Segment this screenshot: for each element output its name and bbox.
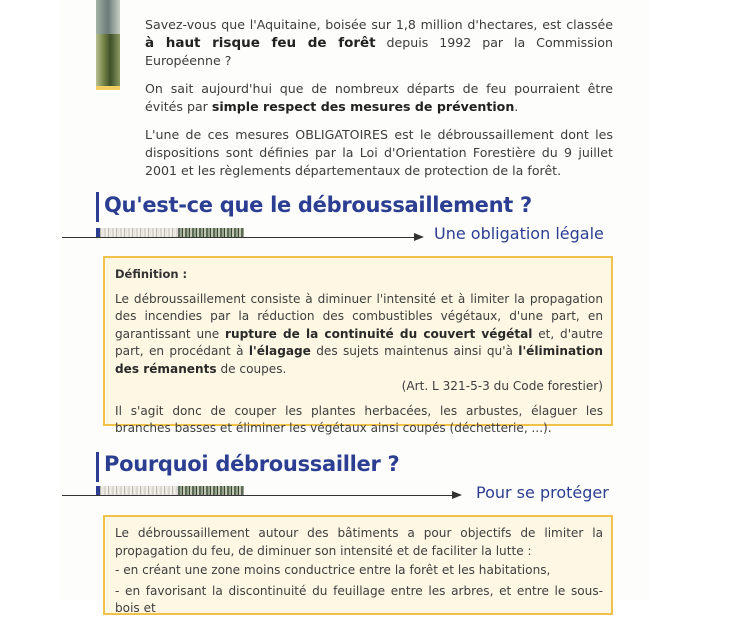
section-title-why: Pourquoi débroussailler ? [104,452,400,476]
arrow-right-icon [452,491,462,499]
intro-paragraph-1: Savez-vous que l'Aquitaine, boisée sur 1,8 million d'hectares, est classée à haut risque feu de forêt depuis 1992 par la Commission Européenne ? [145,17,613,68]
intro-paragraph-2: On sait aujourd'hui que de nombreux départs de feu pourraient être évités par simple respect des mesures de prévention. [145,81,613,114]
section-title-definition: Qu'est-ce que le débroussaillement ? [104,193,532,217]
intro-text [145,16,613,190]
section-title-accent-bar [96,192,99,222]
definition-paragraph-2: Il s'agit donc de couper les plantes herbacées, les arbustes, élaguer les branches basses et éliminer les végétaux ainsi coupés (déchetterie, ...). [115,403,603,435]
definition-label: Définition : [115,267,188,281]
section-rule-line [62,495,456,496]
section-title-accent-bar [96,452,99,482]
forest-photo-strip [96,0,120,86]
definition-paragraph: Le débroussaillement consiste à diminuer l'intensité et à limiter la propagation des incendies par la réduction des combustibles végétaux, d'une part, en garantissant une rupture de la continuité du couvert végétal et, d'autre part, en procédant à l'élagage des sujets maintenus ainsi qu'à l'élimination des rémanents de coupes. (Art. L 321-5-3 du Code forestier) [115,291,603,396]
intro-paragraph-3: L'une de ces mesures OBLIGATOIRES est le débroussaillement dont les dispositions sont définies par la Loi d'Orientation Forestière du 9 juillet 2001 et les règlements départementaux de protection de la forêt. [145,127,613,178]
why-list-item: - en favorisant la discontinuité du feuillage entre les arbres, et entre le sous-bois et [115,583,603,615]
section-subtitle: Pour se protéger [476,483,609,502]
why-paragraph: Le débroussaillement autour des bâtiments a pour objectifs de limiter la propagation du feu, de diminuer son intensité et de faciliter la lutte : [115,526,603,558]
yellow-accent-strip [96,86,120,90]
why-list-item: - en créant une zone moins conductrice entre la forêt et les habitations, [115,563,551,577]
section-rule-texture [96,228,244,237]
arrow-right-icon [414,233,424,241]
legal-reference: (Art. L 321-5-3 du Code forestier) [401,379,603,393]
definition-box [103,256,613,435]
section-rule-texture [96,486,244,495]
section-rule-line [62,237,418,238]
why-box [103,515,613,615]
section-subtitle: Une obligation légale [434,224,604,243]
